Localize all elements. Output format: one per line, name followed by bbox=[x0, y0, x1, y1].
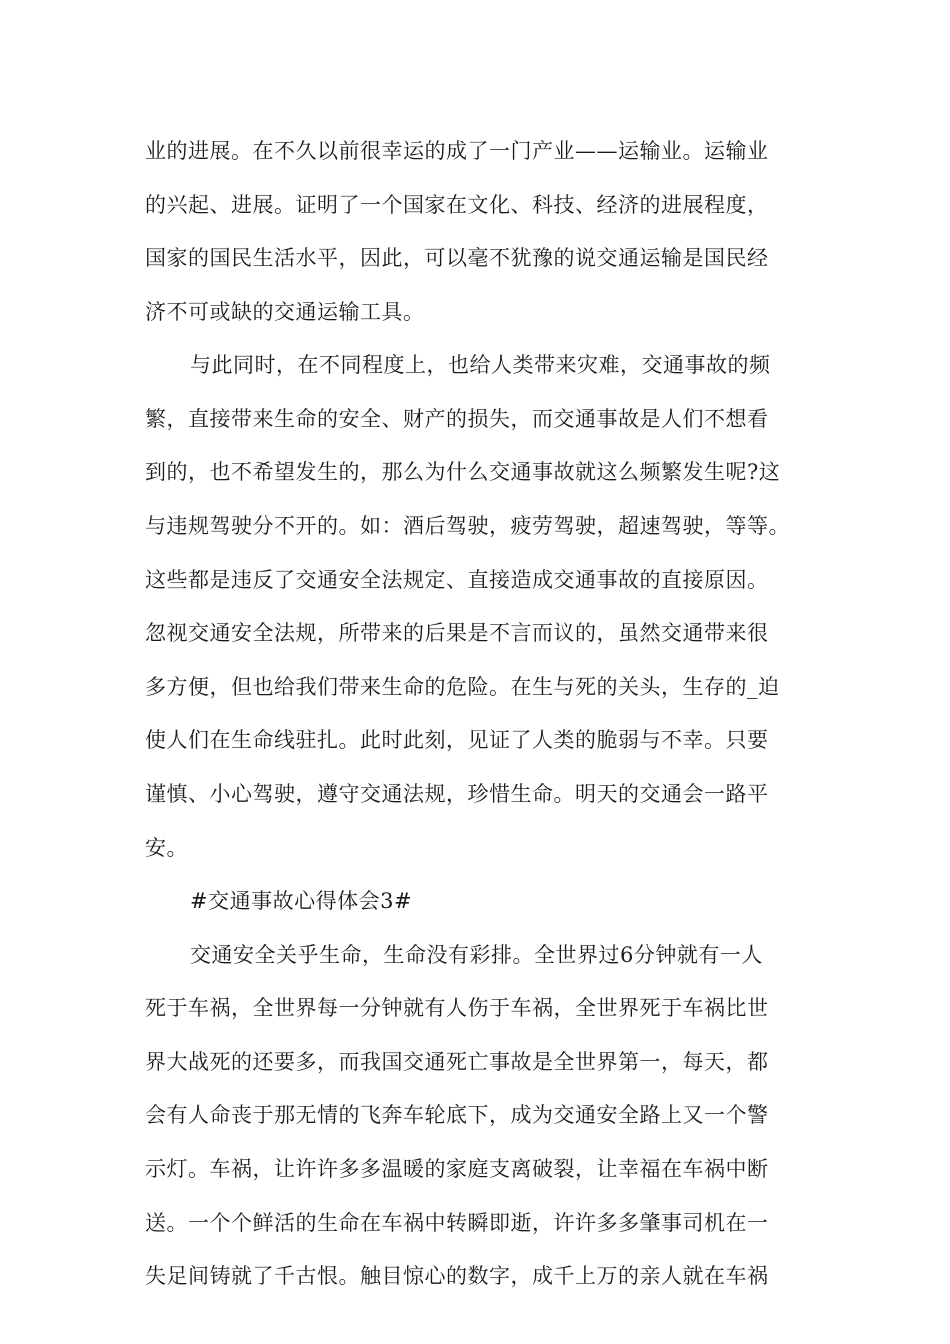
text-line: 忽视交通安全法规，所带来的后果是不言而议的，虽然交通带来很 bbox=[145, 621, 769, 645]
text-line: 会有人命丧于那无情的飞奔车轮底下，成为交通安全路上又一个警 bbox=[145, 1103, 769, 1127]
paragraph-first-line: 交通安全关乎生命，生命没有彩排。全世界过6分钟就有一人 bbox=[190, 943, 763, 967]
text-line: 安。 bbox=[145, 836, 188, 860]
text-line: 谨慎、小心驾驶，遵守交通法规，珍惜生命。明天的交通会一路平 bbox=[145, 782, 769, 806]
text-line: 繁，直接带来生命的安全、财产的损失，而交通事故是人们不想看 bbox=[145, 407, 769, 431]
text-line: 与违规驾驶分不开的。如：酒后驾驶，疲劳驾驶，超速驾驶，等等。 bbox=[145, 514, 790, 538]
text-line: 死于车祸，全世界每一分钟就有人伤于车祸，全世界死于车祸比世 bbox=[145, 996, 769, 1020]
text-line: 这些都是违反了交通安全法规定、直接造成交通事故的直接原因。 bbox=[145, 568, 769, 592]
text-line: 使人们在生命线驻扎。此时此刻，见证了人类的脆弱与不幸。只要 bbox=[145, 728, 769, 752]
text-line: 到的，也不希望发生的，那么为什么交通事故就这么频繁发生呢?这 bbox=[145, 460, 781, 484]
paragraph-first-line: 与此同时，在不同程度上，也给人类带来灾难，交通事故的频 bbox=[190, 353, 771, 377]
text-line: 界大战死的还要多，而我国交通死亡事故是全世界第一，每天，都 bbox=[145, 1050, 769, 1074]
text-line: 失足间铸就了千古恨。触目惊心的数字，成千上万的亲人就在车祸 bbox=[145, 1264, 769, 1288]
text-line: 送。一个个鲜活的生命在车祸中转瞬即逝，许许多多肇事司机在一 bbox=[145, 1211, 769, 1235]
text-line: 多方便，但也给我们带来生命的危险。在生与死的关头，生存的_迫 bbox=[145, 675, 780, 699]
text-line: 国家的国民生活水平，因此，可以毫不犹豫的说交通运输是国民经 bbox=[145, 246, 769, 270]
section-heading: #交通事故心得体会3# bbox=[190, 889, 413, 913]
text-line: 业的进展。在不久以前很幸运的成了一门产业——运输业。运输业 bbox=[145, 139, 769, 163]
text-line: 的兴起、进展。证明了一个国家在文化、科技、经济的进展程度， bbox=[145, 193, 769, 217]
text-line: 示灯。车祸，让许许多多温暖的家庭支离破裂，让幸福在车祸中断 bbox=[145, 1157, 769, 1181]
text-line: 济不可或缺的交通运输工具。 bbox=[145, 300, 425, 324]
